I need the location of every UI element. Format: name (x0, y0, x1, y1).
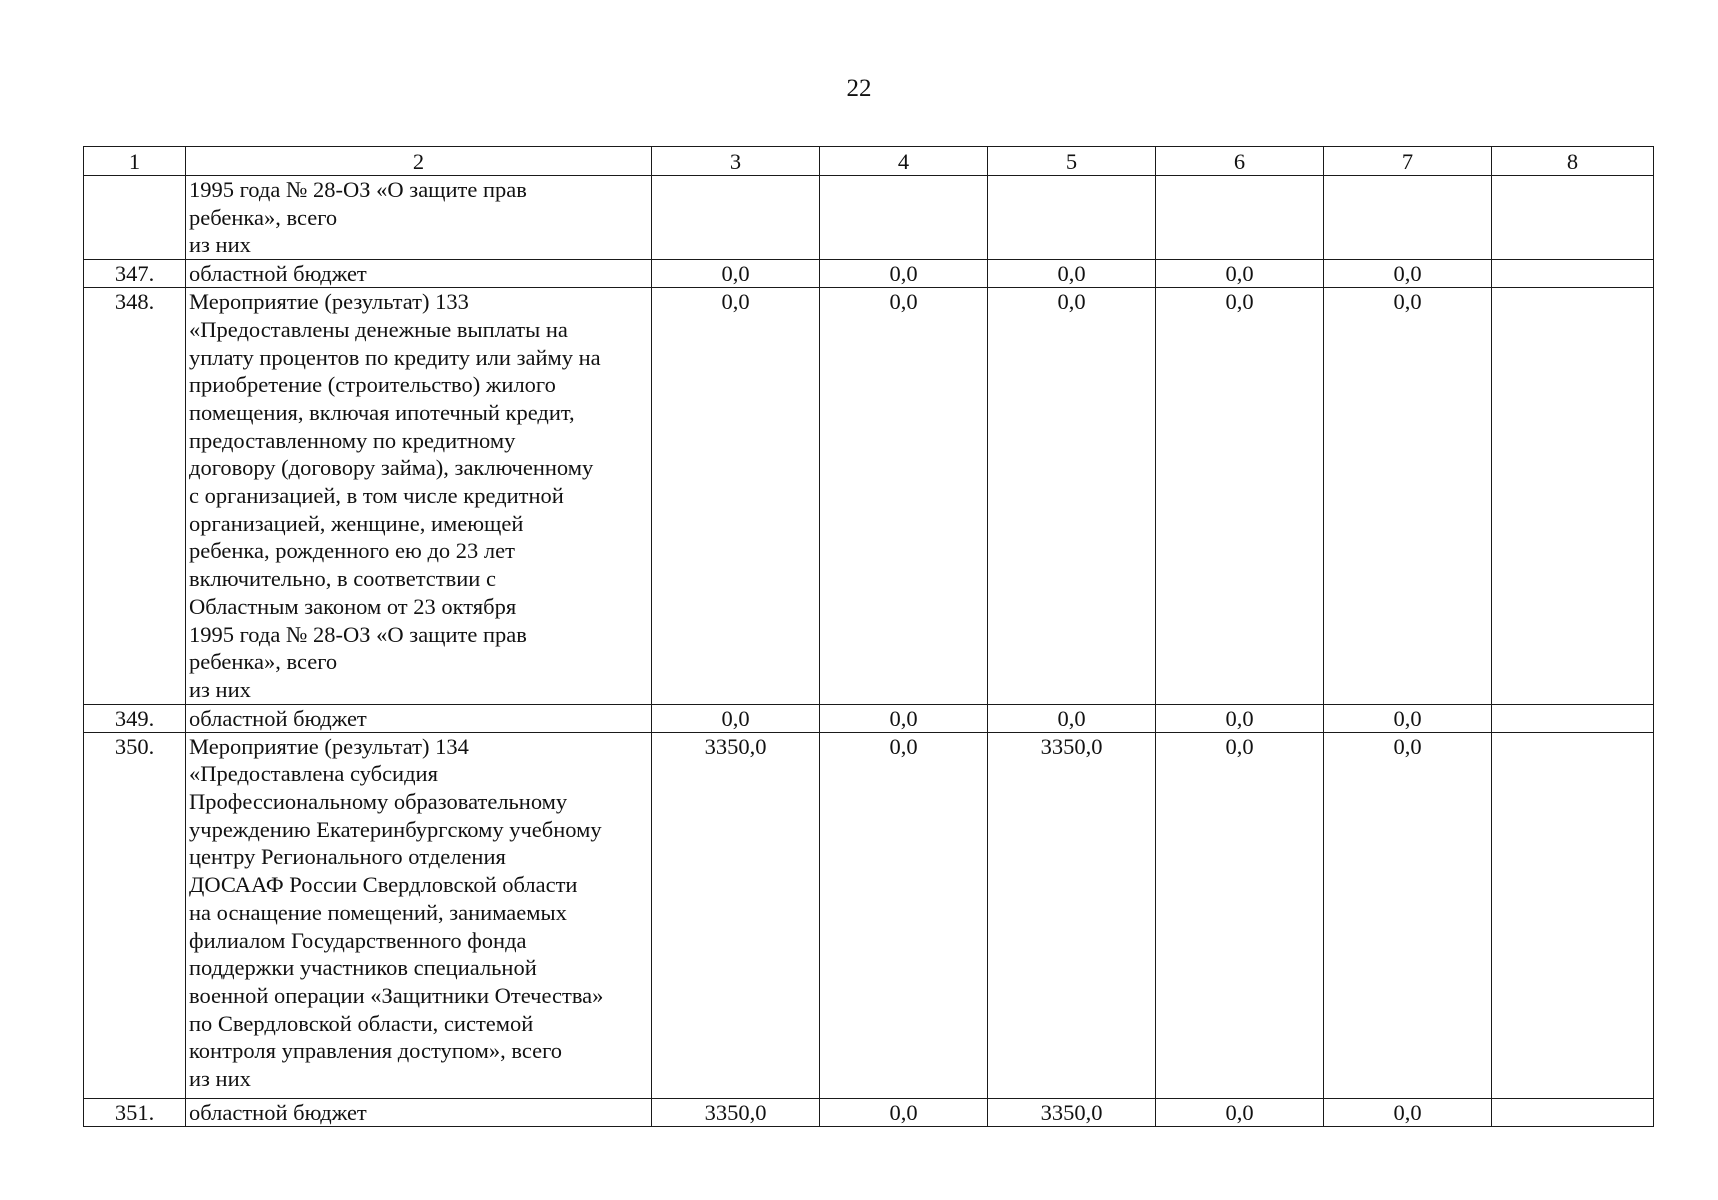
column-header: 1 (84, 147, 186, 176)
page-number: 22 (846, 75, 872, 102)
value-cell: 0,0 (1156, 732, 1324, 1098)
value-cell: 0,0 (1324, 1098, 1492, 1126)
value-cell: 0,0 (652, 260, 820, 288)
column-header: 7 (1324, 147, 1492, 176)
value-cell: 0,0 (820, 704, 988, 732)
value-cell: 0,0 (820, 732, 988, 1098)
value-cell: 3350,0 (988, 1098, 1156, 1126)
value-cell (1492, 176, 1654, 260)
row-description: областной бюджет (186, 1098, 652, 1126)
value-cell: 3350,0 (652, 1098, 820, 1126)
value-cell (1492, 260, 1654, 288)
value-cell: 0,0 (1156, 1098, 1324, 1126)
value-cell: 0,0 (1324, 288, 1492, 705)
table-row (84, 260, 1654, 288)
row-description: 1995 года № 28-ОЗ «О защите прав ребенка», всего из них (186, 176, 652, 260)
row-number: 347. (84, 260, 186, 288)
value-cell (1492, 1098, 1654, 1126)
value-cell: 0,0 (1156, 288, 1324, 705)
table-row (84, 732, 1654, 1098)
table-row (84, 1098, 1654, 1126)
column-header: 3 (652, 147, 820, 176)
column-header: 4 (820, 147, 988, 176)
value-cell: 0,0 (988, 288, 1156, 705)
value-cell: 3350,0 (652, 732, 820, 1098)
value-cell (652, 176, 820, 260)
budget-table (83, 146, 1654, 1127)
row-number: 349. (84, 704, 186, 732)
value-cell: 0,0 (820, 288, 988, 705)
value-cell: 0,0 (1324, 732, 1492, 1098)
row-description: Мероприятие (результат) 133 «Предоставлены денежные выплаты на уплату процентов по кредиту или займу на приобретение (строительство) жилого помещения, включая ипотечный кредит, предоставленному по кредитному договору (договору займа), заключенному с организацией, в том числе кредитной организацией, женщине, имеющей ребенка, рожденного ею до 23 лет включительно, в соответствии с Областным законом от 23 октября 1995 года № 28-ОЗ «О защите прав ребенка», всего из них (186, 288, 652, 705)
row-description: областной бюджет (186, 704, 652, 732)
table-row (84, 288, 1654, 705)
row-number (84, 176, 186, 260)
column-header: 8 (1492, 147, 1654, 176)
value-cell (1492, 732, 1654, 1098)
table-header-row (84, 147, 1654, 176)
row-description: областной бюджет (186, 260, 652, 288)
value-cell (1492, 288, 1654, 705)
value-cell: 0,0 (1324, 260, 1492, 288)
value-cell: 0,0 (1156, 260, 1324, 288)
row-number: 351. (84, 1098, 186, 1126)
value-cell: 0,0 (988, 260, 1156, 288)
value-cell: 3350,0 (988, 732, 1156, 1098)
column-header: 2 (186, 147, 652, 176)
table-row (84, 176, 1654, 260)
value-cell (1156, 176, 1324, 260)
row-number: 350. (84, 732, 186, 1098)
value-cell: 0,0 (652, 288, 820, 705)
value-cell (1324, 176, 1492, 260)
value-cell: 0,0 (652, 704, 820, 732)
value-cell: 0,0 (1156, 704, 1324, 732)
value-cell (820, 176, 988, 260)
value-cell: 0,0 (988, 704, 1156, 732)
value-cell: 0,0 (820, 1098, 988, 1126)
table-row (84, 704, 1654, 732)
row-description: Мероприятие (результат) 134 «Предоставлена субсидия Профессиональному образовательному учреждению Екатеринбургскому учебному центру Регионального отделения ДОСААФ России Свердловской области на оснащение помещений, занимаемых филиалом Государственного фонда поддержки участников специальной военной операции «Защитники Отечества» по Свердловской области, системой контроля управления доступом», всего из них (186, 732, 652, 1098)
value-cell (1492, 704, 1654, 732)
value-cell (988, 176, 1156, 260)
row-number: 348. (84, 288, 186, 705)
column-header: 6 (1156, 147, 1324, 176)
value-cell: 0,0 (1324, 704, 1492, 732)
column-header: 5 (988, 147, 1156, 176)
value-cell: 0,0 (820, 260, 988, 288)
